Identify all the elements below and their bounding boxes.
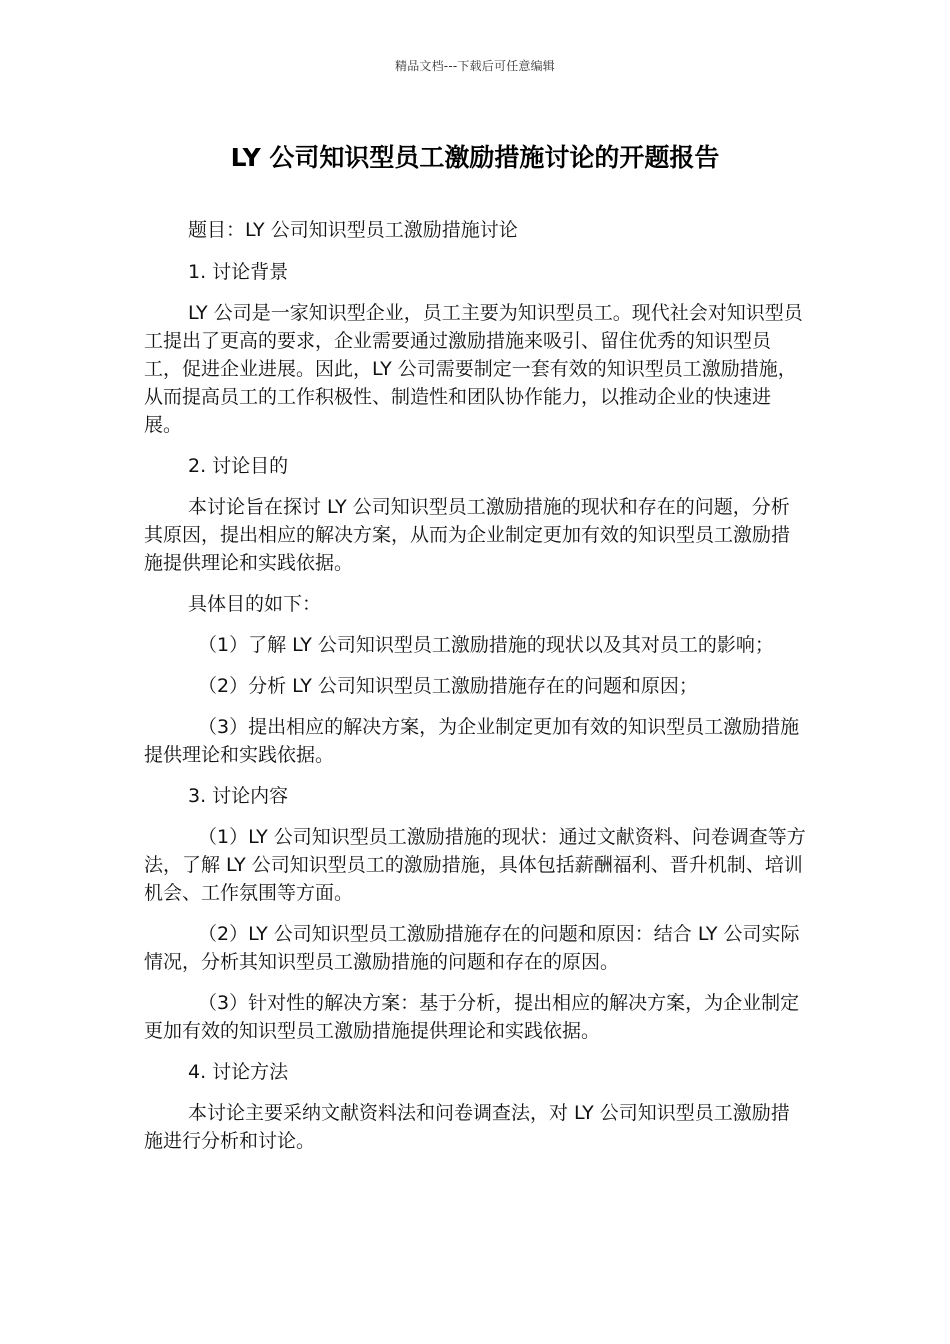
content-item-2: （2）LY 公司知识型员工激励措施存在的问题和原因：结合 LY 公司实际情况，分析其知识型员工激励措施的问题和存在的原因。 [144, 923, 800, 973]
section-heading-purpose: 2. 讨论目的 [188, 455, 289, 477]
subject-line: 题目：LY 公司知识型员工激励措施讨论 [188, 219, 518, 241]
section-heading-method: 4. 讨论方法 [188, 1061, 289, 1083]
paragraph-method: 本讨论主要采纳文献资料法和问卷调查法，对 LY 公司知识型员工激励措施进行分析和讨论。 [144, 1102, 790, 1152]
content-item-1: （1）LY 公司知识型员工激励措施的现状：通过文献资料、问卷调查等方法，了解 LY 公司知识型员工的激励措施，具体包括薪酬福利、晋升机制、培训机会、工作氛围等方面。 [144, 826, 806, 904]
purpose-list-intro: 具体目的如下： [188, 593, 322, 615]
purpose-item-3: （3）提出相应的解决方案，为企业制定更加有效的知识型员工激励措施提供理论和实践依据。 [144, 716, 800, 766]
paragraph-purpose: 本讨论旨在探讨 LY 公司知识型员工激励措施的现状和存在的问题，分析其原因，提出相应的解决方案，从而为企业制定更加有效的知识型员工激励措施提供理论和实践依据。 [144, 496, 791, 574]
document-title: LY 公司知识型员工激励措施讨论的开题报告 [230, 143, 720, 172]
section-heading-content: 3. 讨论内容 [188, 785, 289, 807]
purpose-item-2: （2）分析 LY 公司知识型员工激励措施存在的问题和原因； [198, 675, 698, 697]
content-item-3: （3）针对性的解决方案：基于分析，提出相应的解决方案，为企业制定更加有效的知识型员工激励措施提供理论和实践依据。 [144, 992, 800, 1042]
header-note: 精品文档---下载后可任意编辑 [395, 59, 555, 73]
section-heading-background: 1. 讨论背景 [188, 261, 289, 283]
purpose-item-1: （1）了解 LY 公司知识型员工激励措施的现状以及其对员工的影响； [198, 634, 774, 656]
document-body [144, 216, 806, 1155]
paragraph-background: LY 公司是一家知识型企业，员工主要为知识型员工。现代社会对知识型员工提出了更高的要求，企业需要通过激励措施来吸引、留住优秀的知识型员工，促进企业进展。因此，LY 公司需要制定一套有效的知识型员工激励措施，从而提高员工的工作积极性、制造性和团队协作能力，以推动企业的快速进展。 [144, 302, 803, 436]
